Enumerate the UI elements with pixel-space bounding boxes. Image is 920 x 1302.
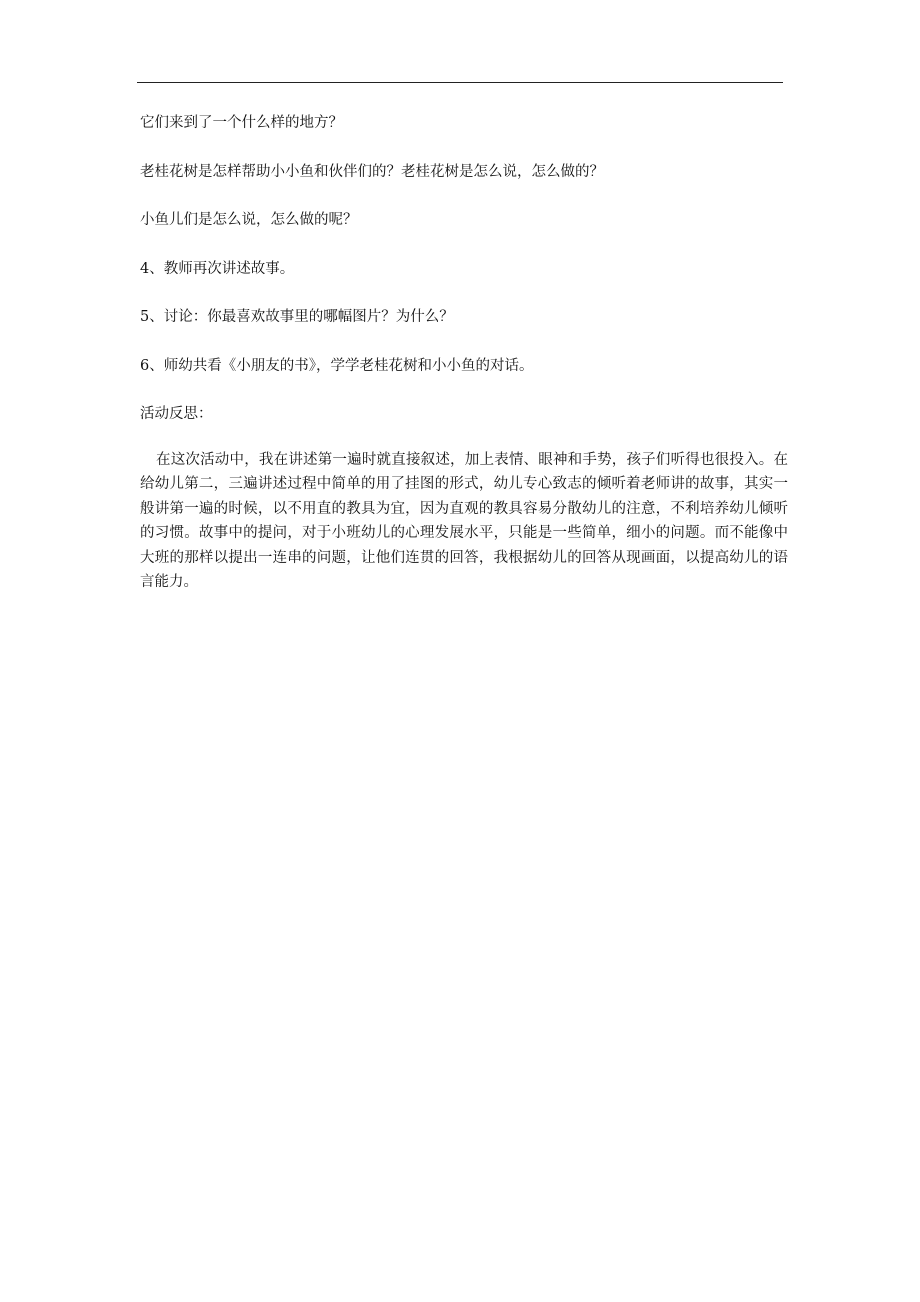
reflection-paragraph: 在这次活动中，我在讲述第一遍时就直接叙述，加上表情、眼神和手势，孩子们听得也很投入。在给幼儿第二，三遍讲述过程中简单的用了挂图的形式，幼儿专心致志的倾听着老师讲的故事，其实一般讲第一遍的时候，以不用直的教具为宜，因为直观的教具容易分散幼儿的注意，不利培养幼儿倾听的习惯。故事中的提问，对于小班幼儿的心理发展水平，只能是一些简单，细小的问题。而不能像中大班的那样以提出一连串的问题，让他们连贯的回答，我根据幼儿的回答从现画面，以提高幼儿的语言能力。: [140, 451, 788, 590]
header-rule: [137, 82, 783, 83]
step-5: 5、讨论：你最喜欢故事里的哪幅图片？为什么？: [140, 309, 454, 325]
question-tree-help: 老桂花树是怎样帮助小小鱼和伙伴们的？老桂花树是怎么说，怎么做的？: [140, 163, 604, 180]
question-place: 它们来到了一个什么样的地方？: [140, 115, 343, 131]
question-fish: 小鱼儿们是怎么说，怎么做的呢？: [140, 212, 358, 228]
step-6: 6、师幼共看《小朋友的书》，学学老桂花树和小小鱼的对话。: [140, 357, 534, 374]
step-4: 4、教师再次讲述故事。: [140, 260, 295, 277]
reflection-heading: 活动反思：: [140, 406, 213, 422]
document-body: [140, 113, 788, 595]
